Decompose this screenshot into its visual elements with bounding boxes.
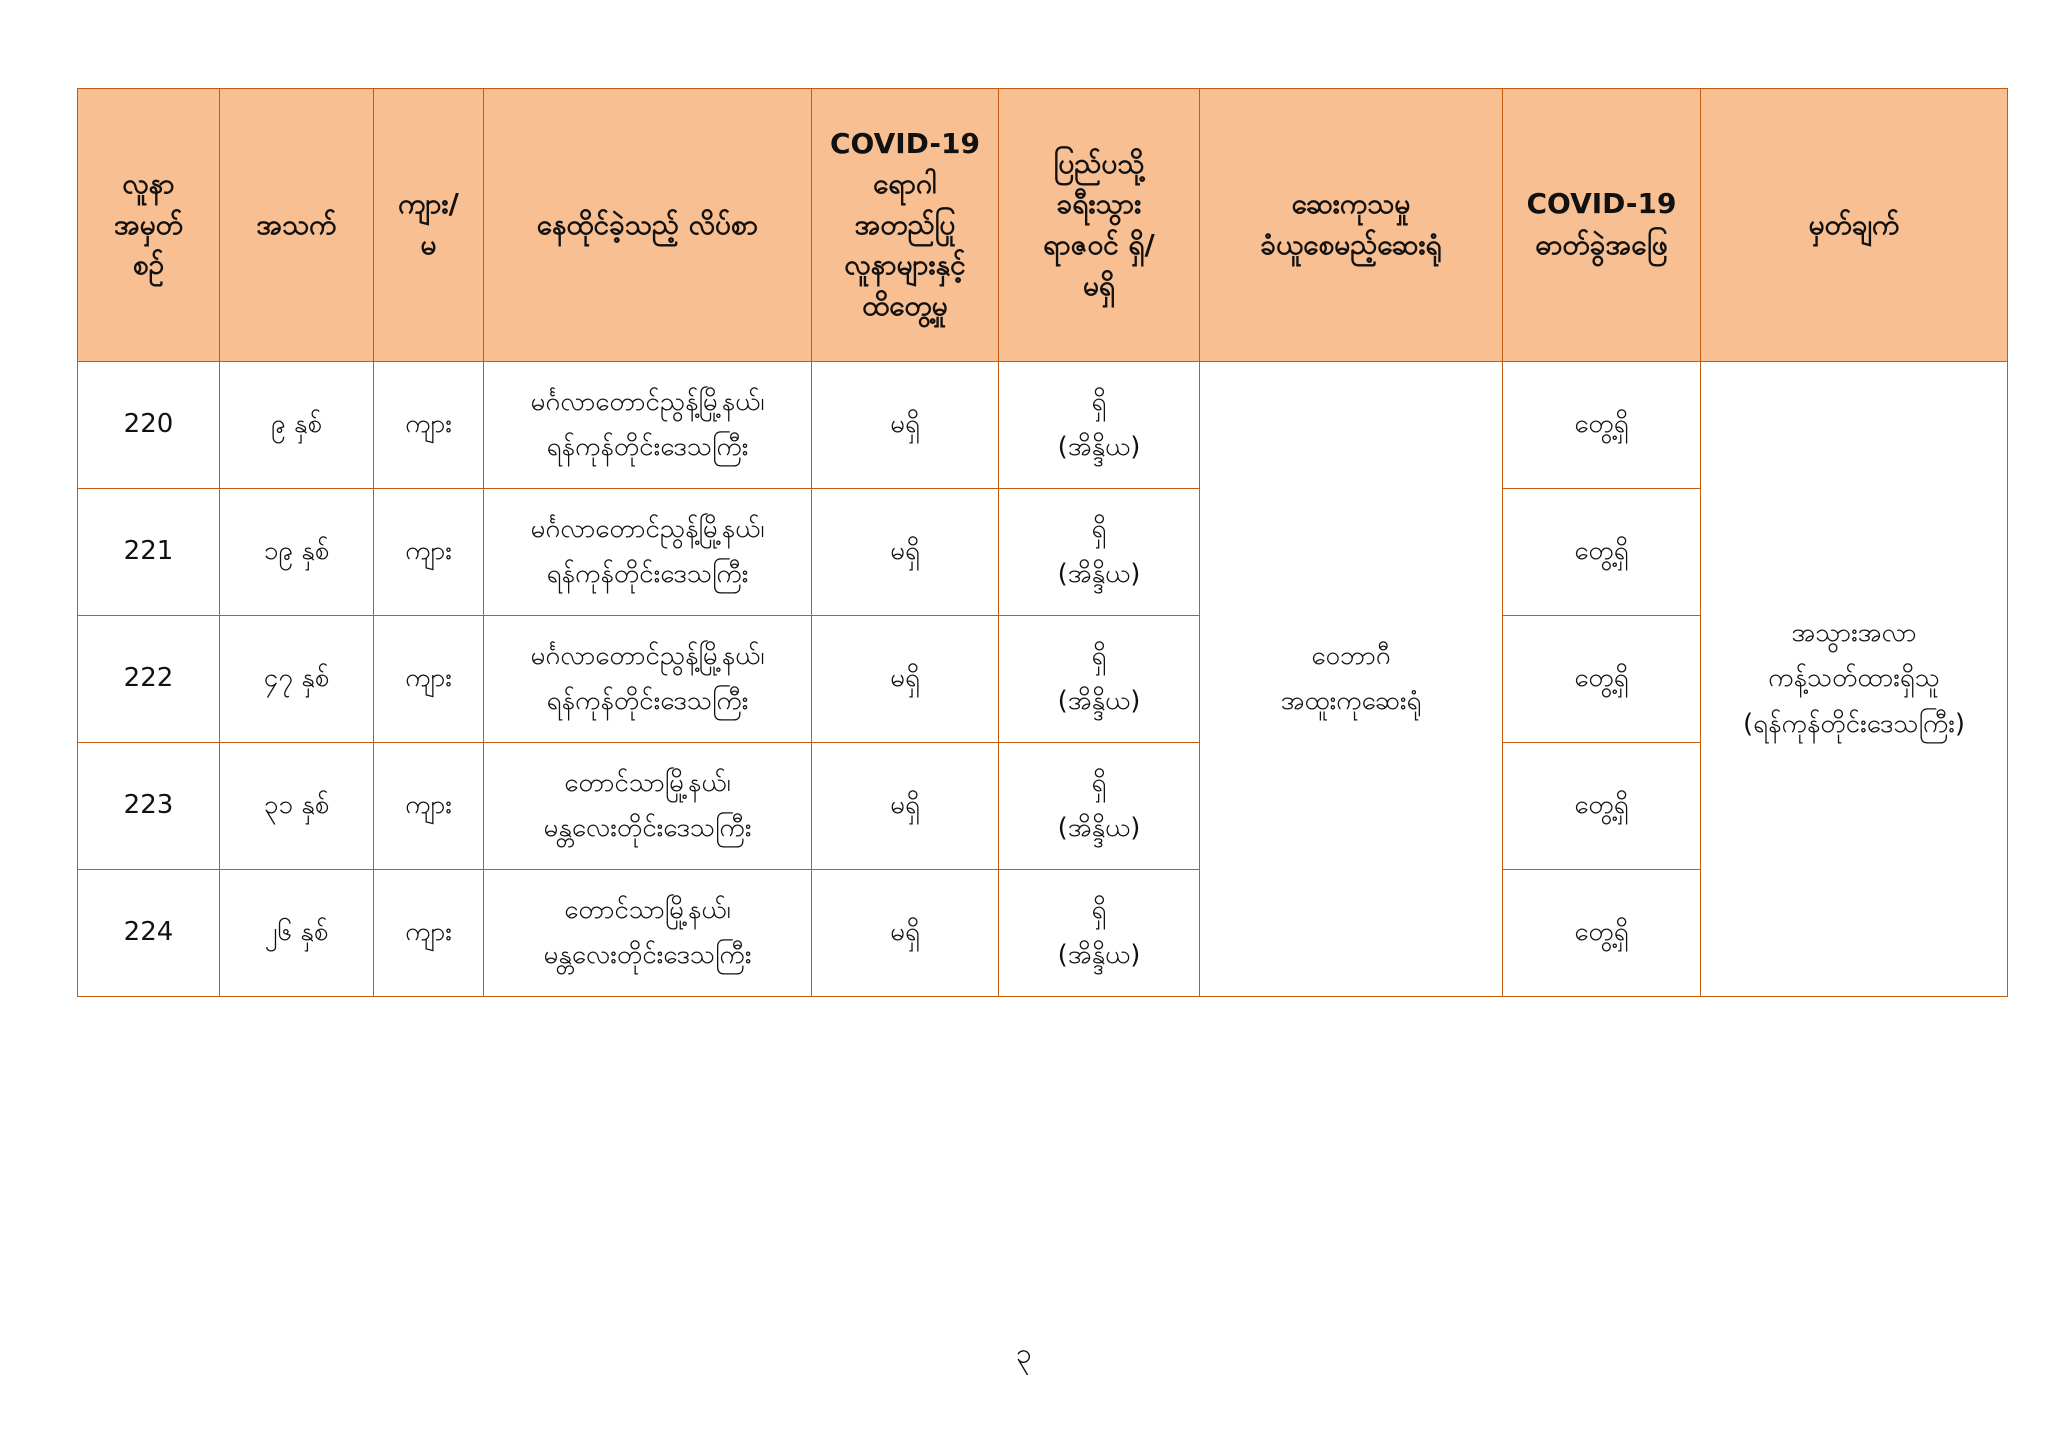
page-number: ၃ <box>1016 1337 1032 1370</box>
header-patient-number <box>78 89 220 362</box>
cell-contact: မရှိ <box>812 616 999 743</box>
table-row <box>78 362 2008 489</box>
case-table <box>77 88 2008 997</box>
cell-contact: မရှိ <box>812 489 999 616</box>
cell-line: ရန်ကုန်တိုင်းဒေသကြီး <box>546 686 749 716</box>
cell-address <box>484 616 812 743</box>
cell-line: မင်္ဂလာတောင်ညွန့်မြို့နယ်၊ <box>530 386 765 417</box>
cell-line: ထိတွေ့မှု <box>862 288 948 322</box>
cell-sex: ကျား <box>374 362 484 489</box>
cell-line: မင်္ဂလာတောင်ညွန့်မြို့နယ်၊ <box>530 640 765 671</box>
table-body <box>78 362 2008 997</box>
cell-line: ရှိ <box>1091 767 1107 798</box>
cell-line: (အိန္ဒိယ) <box>1057 686 1141 716</box>
cell-line: ရောဂါ <box>873 167 937 201</box>
cell-line: ရှိ <box>1091 386 1107 417</box>
cell-line: ရှိ <box>1091 513 1107 544</box>
cell-line: မရှိ <box>1082 268 1116 302</box>
header-travel-history <box>999 89 1200 362</box>
cell-contact: မရှိ <box>812 362 999 489</box>
cell-travel-history <box>999 616 1200 743</box>
cell-line: ဝေဘာဂီ <box>1311 640 1391 671</box>
header-test-result <box>1503 89 1701 362</box>
cell-test-result: တွေ့ရှိ <box>1503 870 1701 997</box>
cell-line: ရှိ <box>1091 894 1107 925</box>
cell-patient-number: 224 <box>78 870 220 997</box>
cell-contact: မရှိ <box>812 870 999 997</box>
cell-age: ၃၁ နှစ် <box>220 743 374 870</box>
cell-line: COVID-19 <box>1526 187 1677 221</box>
cell-line: ခံယူစေမည့်ဆေးရုံ <box>1260 228 1442 261</box>
header-hospital <box>1200 89 1503 362</box>
cell-line: (အိန္ဒိယ) <box>1057 432 1141 462</box>
cell-line: အထူးကုဆေးရုံ <box>1280 686 1422 716</box>
cell-remarks <box>1701 362 2008 997</box>
cell-line: ရန်ကုန်တိုင်းဒေသကြီး <box>546 432 749 462</box>
cell-age: ၂၆ နှစ် <box>220 870 374 997</box>
header-contact <box>812 89 999 362</box>
cell-sex: ကျား <box>374 870 484 997</box>
cell-line: စဉ် <box>132 248 165 282</box>
header-age <box>220 89 374 362</box>
cell-contact: မရှိ <box>812 743 999 870</box>
cell-line: မင်္ဂလာတောင်ညွန့်မြို့နယ်၊ <box>530 513 765 544</box>
cell-line: ကန့်သတ်ထားရှိသူ <box>1768 663 1940 694</box>
cell-line: (ရန်ကုန်တိုင်းဒေသကြီး) <box>1742 708 1966 739</box>
cell-age: ၄၇ နှစ် <box>220 616 374 743</box>
cell-patient-number: 222 <box>78 616 220 743</box>
cell-address <box>484 362 812 489</box>
cell-sex: ကျား <box>374 743 484 870</box>
cell-line: (အိန္ဒိယ) <box>1057 559 1141 589</box>
cell-hospital <box>1200 362 1503 997</box>
cell-line: ကျား/ <box>398 187 459 221</box>
cell-line: ခရီးသွား <box>1056 187 1142 221</box>
cell-line: ရှိ <box>1091 640 1107 671</box>
cell-address <box>484 870 812 997</box>
cell-sex: ကျား <box>374 616 484 743</box>
cell-line: နေထိုင်ခဲ့သည့် လိပ်စာ <box>536 207 759 241</box>
cell-line: မန္တလေးတိုင်းဒေသကြီး <box>543 813 752 843</box>
cell-line: တောင်သာမြို့နယ်၊ <box>564 767 731 798</box>
cell-line: တောင်သာမြို့နယ်၊ <box>564 894 731 925</box>
cell-age: ၁၉ နှစ် <box>220 489 374 616</box>
cell-patient-number: 223 <box>78 743 220 870</box>
cell-line: ဆေးကုသမှု <box>1291 187 1411 221</box>
cell-line: မှတ်ချက် <box>1808 207 1900 241</box>
cell-line: မန္တလေးတိုင်းဒေသကြီး <box>543 940 752 970</box>
cell-age: ၉ နှစ် <box>220 362 374 489</box>
cell-line: (အိန္ဒိယ) <box>1057 940 1141 970</box>
cell-line: COVID-19 <box>829 126 981 160</box>
header-remarks <box>1701 89 2008 362</box>
cell-line: ရာဇဝင် ရှိ/ <box>1043 228 1155 261</box>
header-address <box>484 89 812 362</box>
cell-line: လူနာများနှင့် <box>844 248 966 282</box>
cell-travel-history <box>999 362 1200 489</box>
cell-test-result: တွေ့ရှိ <box>1503 362 1701 489</box>
cell-line: ဓာတ်ခွဲအဖြေ <box>1535 228 1668 261</box>
cell-line: အတည်ပြု <box>854 207 956 241</box>
cell-test-result: တွေ့ရှိ <box>1503 743 1701 870</box>
header-sex <box>374 89 484 362</box>
header-row <box>78 89 2008 362</box>
cell-line: အသက် <box>256 207 337 241</box>
cell-line: အမှတ် <box>114 207 183 241</box>
cell-line: လူနာ <box>122 167 175 201</box>
cell-travel-history <box>999 870 1200 997</box>
cell-address <box>484 489 812 616</box>
cell-patient-number: 220 <box>78 362 220 489</box>
cell-line: ပြည်ပသို့ <box>1053 146 1145 180</box>
table-header <box>78 89 2008 362</box>
cell-test-result: တွေ့ရှိ <box>1503 616 1701 743</box>
cell-line: အသွားအလာ <box>1791 617 1917 648</box>
cell-line: (အိန္ဒိယ) <box>1057 813 1141 843</box>
cell-travel-history <box>999 489 1200 616</box>
cell-sex: ကျား <box>374 489 484 616</box>
cell-line: မ <box>420 228 437 261</box>
cell-patient-number: 221 <box>78 489 220 616</box>
cell-line: ရန်ကုန်တိုင်းဒေသကြီး <box>546 559 749 589</box>
cell-test-result: တွေ့ရှိ <box>1503 489 1701 616</box>
cell-address <box>484 743 812 870</box>
cell-travel-history <box>999 743 1200 870</box>
